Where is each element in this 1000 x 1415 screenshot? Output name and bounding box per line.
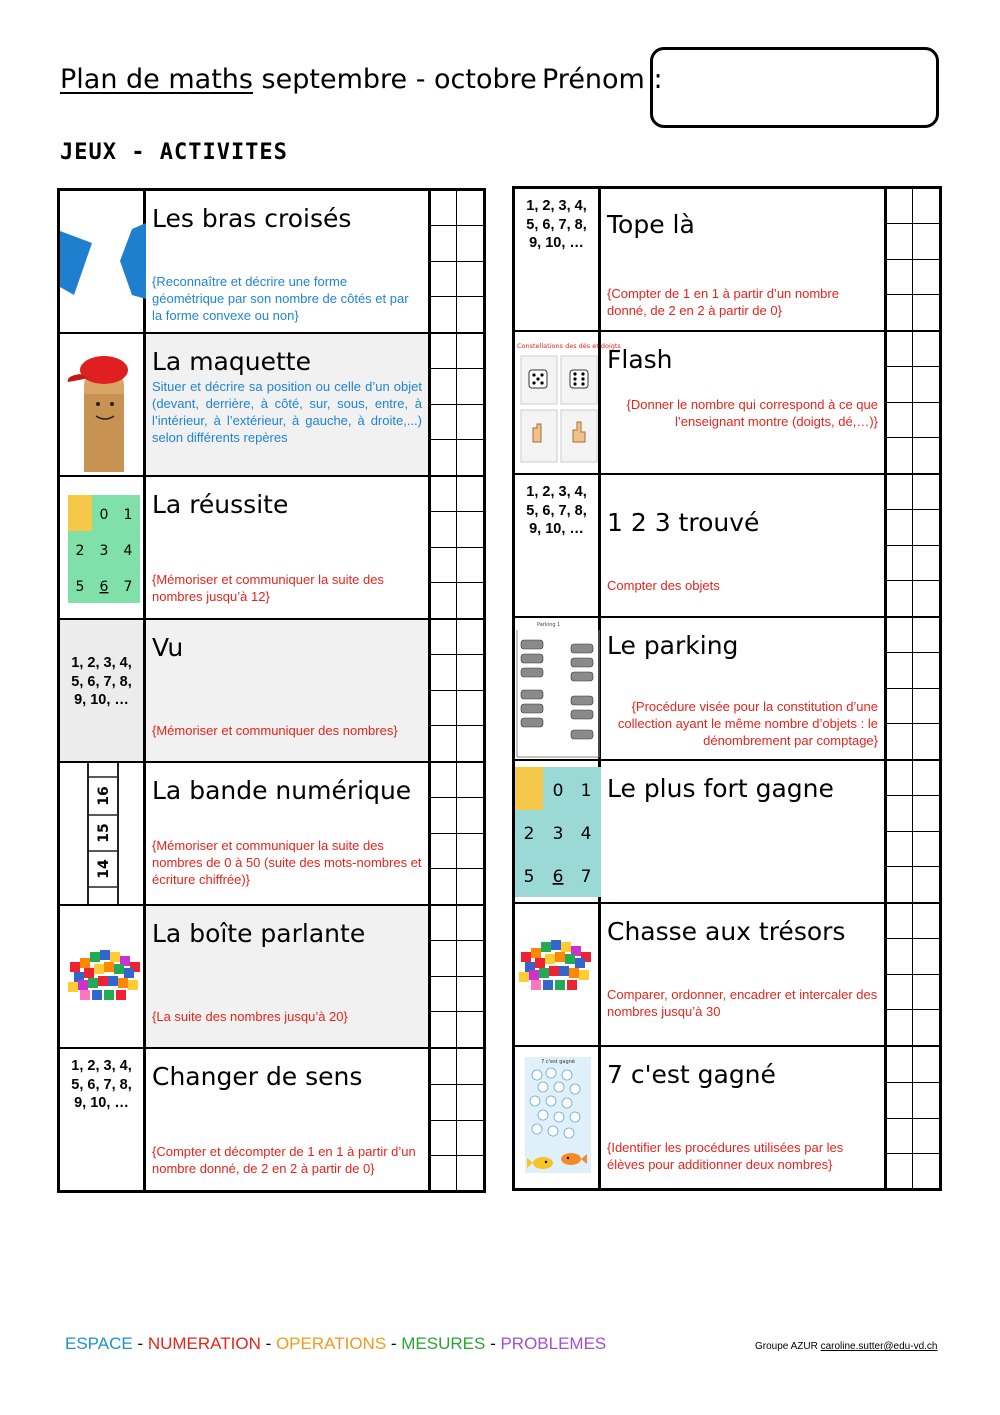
activity-goal: {Identifier les procédures utilisées par les élèves pour additionner deux nombres} xyxy=(607,1140,844,1172)
activity-row xyxy=(515,904,939,1047)
activity-goal: {Mémoriser et communiquer la suite des nombres de 0 à 50 (suite des mots-nombres et écriture chiffrée)} xyxy=(152,838,422,887)
checkbox-grid[interactable] xyxy=(887,189,939,330)
parking-image xyxy=(515,618,601,759)
title-period: septembre - octobre xyxy=(252,64,537,95)
parking-title: Parking 1 xyxy=(537,622,561,628)
legend-separator: - xyxy=(132,1334,148,1353)
credit-group: Groupe AZUR xyxy=(755,1341,818,1352)
checkbox-grid[interactable] xyxy=(431,477,483,618)
activity-row xyxy=(60,620,483,763)
game-board-image xyxy=(515,1047,601,1190)
activity-name: 7 c'est gagné xyxy=(607,1060,776,1089)
activity-goal: {Mémoriser et communiquer des nombres} xyxy=(152,723,398,738)
activity-cell xyxy=(146,191,431,332)
activity-goal: Compter des objets xyxy=(607,578,720,593)
activity-goal: {Reconnaître et décrire une forme géométrique par son nombre de côtés et par la forme convexe ou non} xyxy=(152,274,409,323)
activity-cell xyxy=(601,475,887,616)
activity-goal: {Compter et décompter de 1 en 1 à partir d’un nombre donné, de 2 en 2 à partir de 0} xyxy=(152,1144,416,1176)
activity-cell xyxy=(146,906,431,1047)
activity-cell xyxy=(601,1047,887,1190)
activity-name: Vu xyxy=(152,633,184,662)
legend-item: OPERATIONS xyxy=(275,1334,387,1353)
activity-row xyxy=(60,906,483,1049)
activity-goal: Comparer, ordonner, encadrer et intercaler des nombres jusqu’à 30 xyxy=(607,987,878,1019)
activity-row xyxy=(60,334,483,477)
card-digit: 3 xyxy=(552,824,564,844)
activities-table-left xyxy=(57,188,486,1193)
activity-row xyxy=(515,761,939,904)
card-digit: 0 xyxy=(99,507,109,523)
activity-name: Le plus fort gagne xyxy=(607,774,834,803)
activity-name: Changer de sens xyxy=(152,1062,363,1091)
card-digit: 2 xyxy=(523,824,535,844)
cubes-image xyxy=(60,906,146,1047)
activity-name: La boîte parlante xyxy=(152,919,366,948)
activity-cell xyxy=(146,477,431,618)
activity-name: Le parking xyxy=(607,631,739,660)
activity-name: La bande numérique xyxy=(152,776,412,805)
numbers-picture xyxy=(60,620,146,761)
numbers-picture xyxy=(60,1049,146,1192)
activity-cell xyxy=(601,904,887,1045)
checkbox-grid[interactable] xyxy=(887,618,939,759)
activity-goal: {Donner le nombre qui correspond à ce que l’enseignant montre (doigts, dé,…)} xyxy=(626,397,878,429)
legend-separator: - xyxy=(485,1334,501,1353)
activity-goal: {Procédure visée pour la constitution d’une collection ayant le même nombre d’objets : le dénombrement par comptage} xyxy=(617,699,878,748)
activity-cell xyxy=(146,620,431,761)
number-cards-image xyxy=(60,477,146,618)
activity-cell xyxy=(146,334,431,475)
name-label: Prénom : xyxy=(542,64,663,95)
card-digit: 7 xyxy=(580,867,592,887)
card-digit: 1 xyxy=(123,507,133,523)
checkbox-grid[interactable] xyxy=(431,191,483,332)
band-number: 15 xyxy=(96,823,112,843)
checkbox-grid[interactable] xyxy=(887,761,939,902)
credit-email: caroline.sutter@edu-vd.ch xyxy=(820,1341,938,1352)
activity-cell xyxy=(601,618,887,759)
card-digit: 1 xyxy=(580,781,592,801)
numbers-list: 1, 2, 3, 4, 5, 6, 7, 8, 9, 10, … xyxy=(526,198,587,251)
legend-separator: - xyxy=(386,1334,402,1353)
legend-separator: - xyxy=(260,1334,276,1353)
checkbox-grid[interactable] xyxy=(431,334,483,475)
activity-cell xyxy=(146,763,431,904)
activity-row xyxy=(515,618,939,761)
constellations-image xyxy=(515,332,621,473)
activity-name: Tope là xyxy=(607,210,695,239)
wooden-figure-image xyxy=(60,334,146,475)
constellations-title: Constellations des dés et doigts xyxy=(517,342,621,350)
band-number: 14 xyxy=(96,859,112,879)
activity-cell xyxy=(146,1049,431,1192)
activity-row xyxy=(515,332,939,475)
activity-name: Les bras croisés xyxy=(152,204,352,233)
section-heading: JEUX - ACTIVITES xyxy=(60,140,288,165)
activity-name: 1 2 3 trouvé xyxy=(607,508,760,537)
number-cards-image xyxy=(515,761,601,902)
activity-goal: {Mémoriser et communiquer la suite des nombres jusqu’à 12} xyxy=(152,572,384,604)
numbers-picture xyxy=(515,475,601,616)
legend-item: PROBLEMES xyxy=(500,1334,607,1353)
activity-row xyxy=(515,189,939,332)
numbers-list: 1, 2, 3, 4, 5, 6, 7, 8, 9, 10, … xyxy=(71,1058,132,1111)
activity-cell xyxy=(601,189,887,330)
activity-row xyxy=(60,1049,483,1192)
activity-goal: {La suite des nombres jusqu’à 20} xyxy=(152,1009,348,1024)
activity-name: La réussite xyxy=(152,490,289,519)
credit xyxy=(755,1341,937,1352)
name-field[interactable] xyxy=(650,47,939,128)
card-digit: 4 xyxy=(123,543,133,559)
numbers-list: 1, 2, 3, 4, 5, 6, 7, 8, 9, 10, … xyxy=(526,484,587,537)
domains-legend xyxy=(65,1334,606,1354)
activity-row xyxy=(515,1047,939,1190)
band-number: 16 xyxy=(96,786,112,806)
activity-name: Flash xyxy=(607,345,673,374)
activity-name: Chasse aux trésors xyxy=(607,917,846,946)
card-digit: 3 xyxy=(99,543,109,559)
legend-item: MESURES xyxy=(401,1334,486,1353)
activity-goal: {Compter de 1 en 1 à partir d’un nombre donné, de 2 en 2 à partir de 0} xyxy=(607,286,839,318)
checkbox-grid[interactable] xyxy=(887,475,939,616)
activity-goal: Situer et décrire sa position ou celle d’un objet (devant, derrière, à côté, sur, sous, entre, à l’intérieur, à l’extérieur, à gauche, à droite,...) selon différents repères xyxy=(152,379,422,445)
legend-item: NUMERATION xyxy=(147,1334,261,1353)
checkbox-grid[interactable] xyxy=(431,1049,483,1192)
checkbox-grid[interactable] xyxy=(431,763,483,904)
title-underlined: Plan de maths xyxy=(60,64,253,95)
card-digit: 0 xyxy=(552,781,564,801)
card-digit: 2 xyxy=(75,543,85,559)
crossed-arms-image xyxy=(60,191,146,332)
activity-name: La maquette xyxy=(152,347,311,376)
game-board-title: 7 c'est gagné xyxy=(541,1059,575,1065)
checkbox-grid[interactable] xyxy=(431,620,483,761)
card-digit: 5 xyxy=(75,579,85,595)
activity-cell xyxy=(601,332,887,473)
checkbox-grid[interactable] xyxy=(887,1047,939,1190)
activity-row xyxy=(60,191,483,334)
activity-row xyxy=(515,475,939,618)
checkbox-grid[interactable] xyxy=(887,332,939,473)
numbers-list: 1, 2, 3, 4, 5, 6, 7, 8, 9, 10, … xyxy=(71,655,132,708)
card-digit: 6 xyxy=(99,579,109,595)
activity-row xyxy=(60,763,483,906)
numbers-picture xyxy=(515,189,601,330)
checkbox-grid[interactable] xyxy=(887,904,939,1045)
card-digit: 4 xyxy=(580,824,592,844)
number-band-image xyxy=(60,763,146,904)
card-digit: 7 xyxy=(123,579,133,595)
card-digit: 6 xyxy=(552,867,564,887)
checkbox-grid[interactable] xyxy=(431,906,483,1047)
page-title xyxy=(60,64,537,95)
cubes-image xyxy=(515,904,601,1045)
activity-cell xyxy=(601,761,887,902)
activities-table-right xyxy=(512,186,942,1191)
card-digit: 5 xyxy=(523,867,535,887)
legend-item: ESPACE xyxy=(65,1334,133,1353)
activity-row xyxy=(60,477,483,620)
